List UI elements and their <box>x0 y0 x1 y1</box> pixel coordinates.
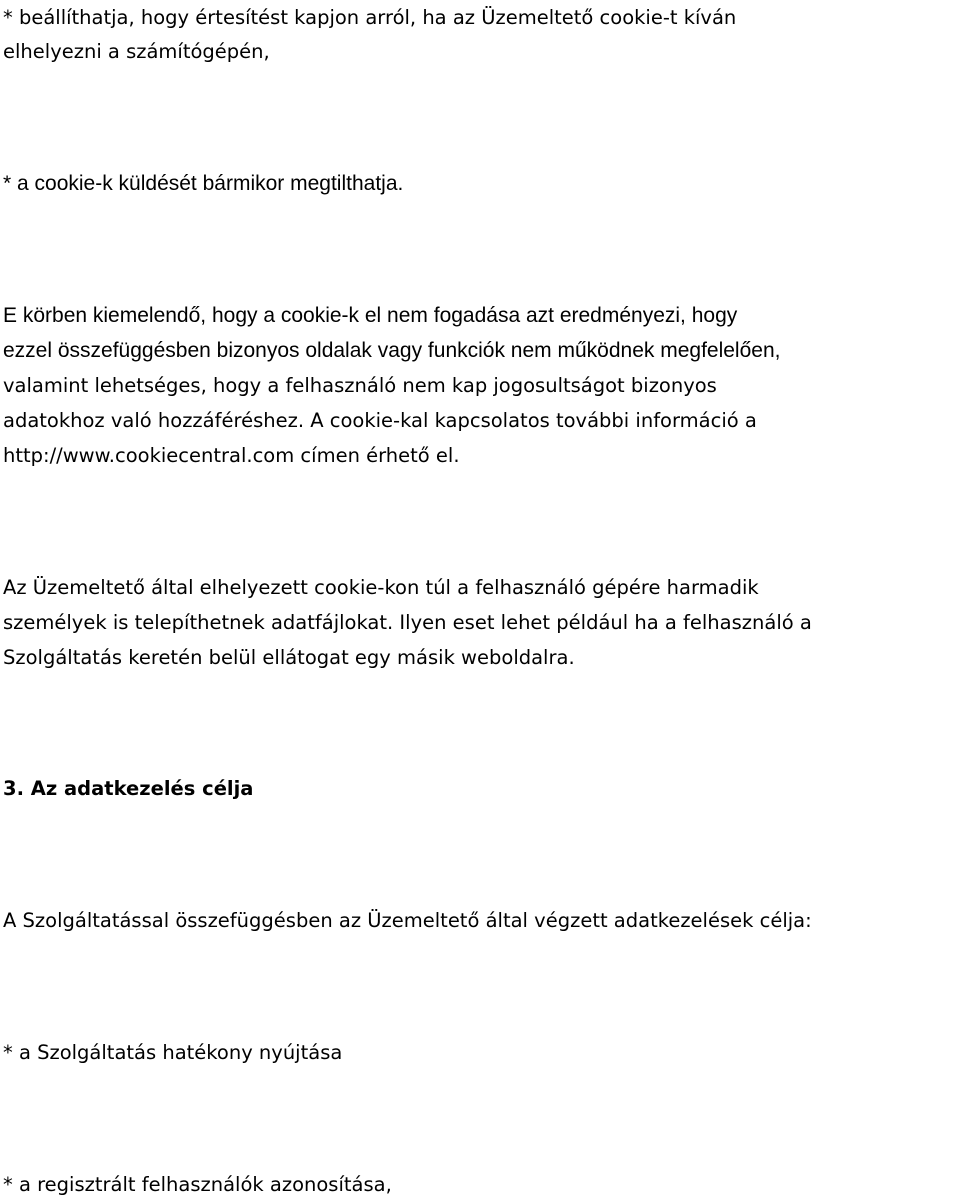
text-line: http://www.cookiecentral.com címen érhető el. <box>3 444 460 467</box>
section-heading: 3. Az adatkezelés célja <box>3 777 254 800</box>
text-line: * a cookie-k küldését bármikor megtilthatja. <box>3 172 404 195</box>
text-line: ezzel összefüggésben bizonyos oldalak vagy funkciók nem működnek megfelelően, <box>3 339 781 362</box>
text-line: Szolgáltatás keretén belül ellátogat egy másik weboldalra. <box>3 646 575 669</box>
text-line: * beállíthatja, hogy értesítést kapjon arról, ha az Üzemeltető cookie-t kíván <box>3 6 737 29</box>
text-line: * a regisztrált felhasználók azonosítása, <box>3 1173 392 1196</box>
text-line: személyek is telepíthetnek adatfájlokat. Ilyen eset lehet például ha a felhasználó a <box>3 611 812 634</box>
text-line: * a Szolgáltatás hatékony nyújtása <box>3 1041 343 1064</box>
text-line: Az Üzemeltető által elhelyezett cookie-kon túl a felhasználó gépére harmadik <box>3 576 759 599</box>
text-line: A Szolgáltatással összefüggésben az Üzemeltető által végzett adatkezelések célja: <box>3 909 812 932</box>
text-line: adatokhoz való hozzáféréshez. A cookie-kal kapcsolatos további információ a <box>3 409 757 432</box>
text-line: elhelyezni a számítógépén, <box>3 40 270 63</box>
text-line: E körben kiemelendő, hogy a cookie-k el nem fogadása azt eredményezi, hogy <box>3 304 738 327</box>
text-line: valamint lehetséges, hogy a felhasználó nem kap jogosultságot bizonyos <box>3 374 717 397</box>
